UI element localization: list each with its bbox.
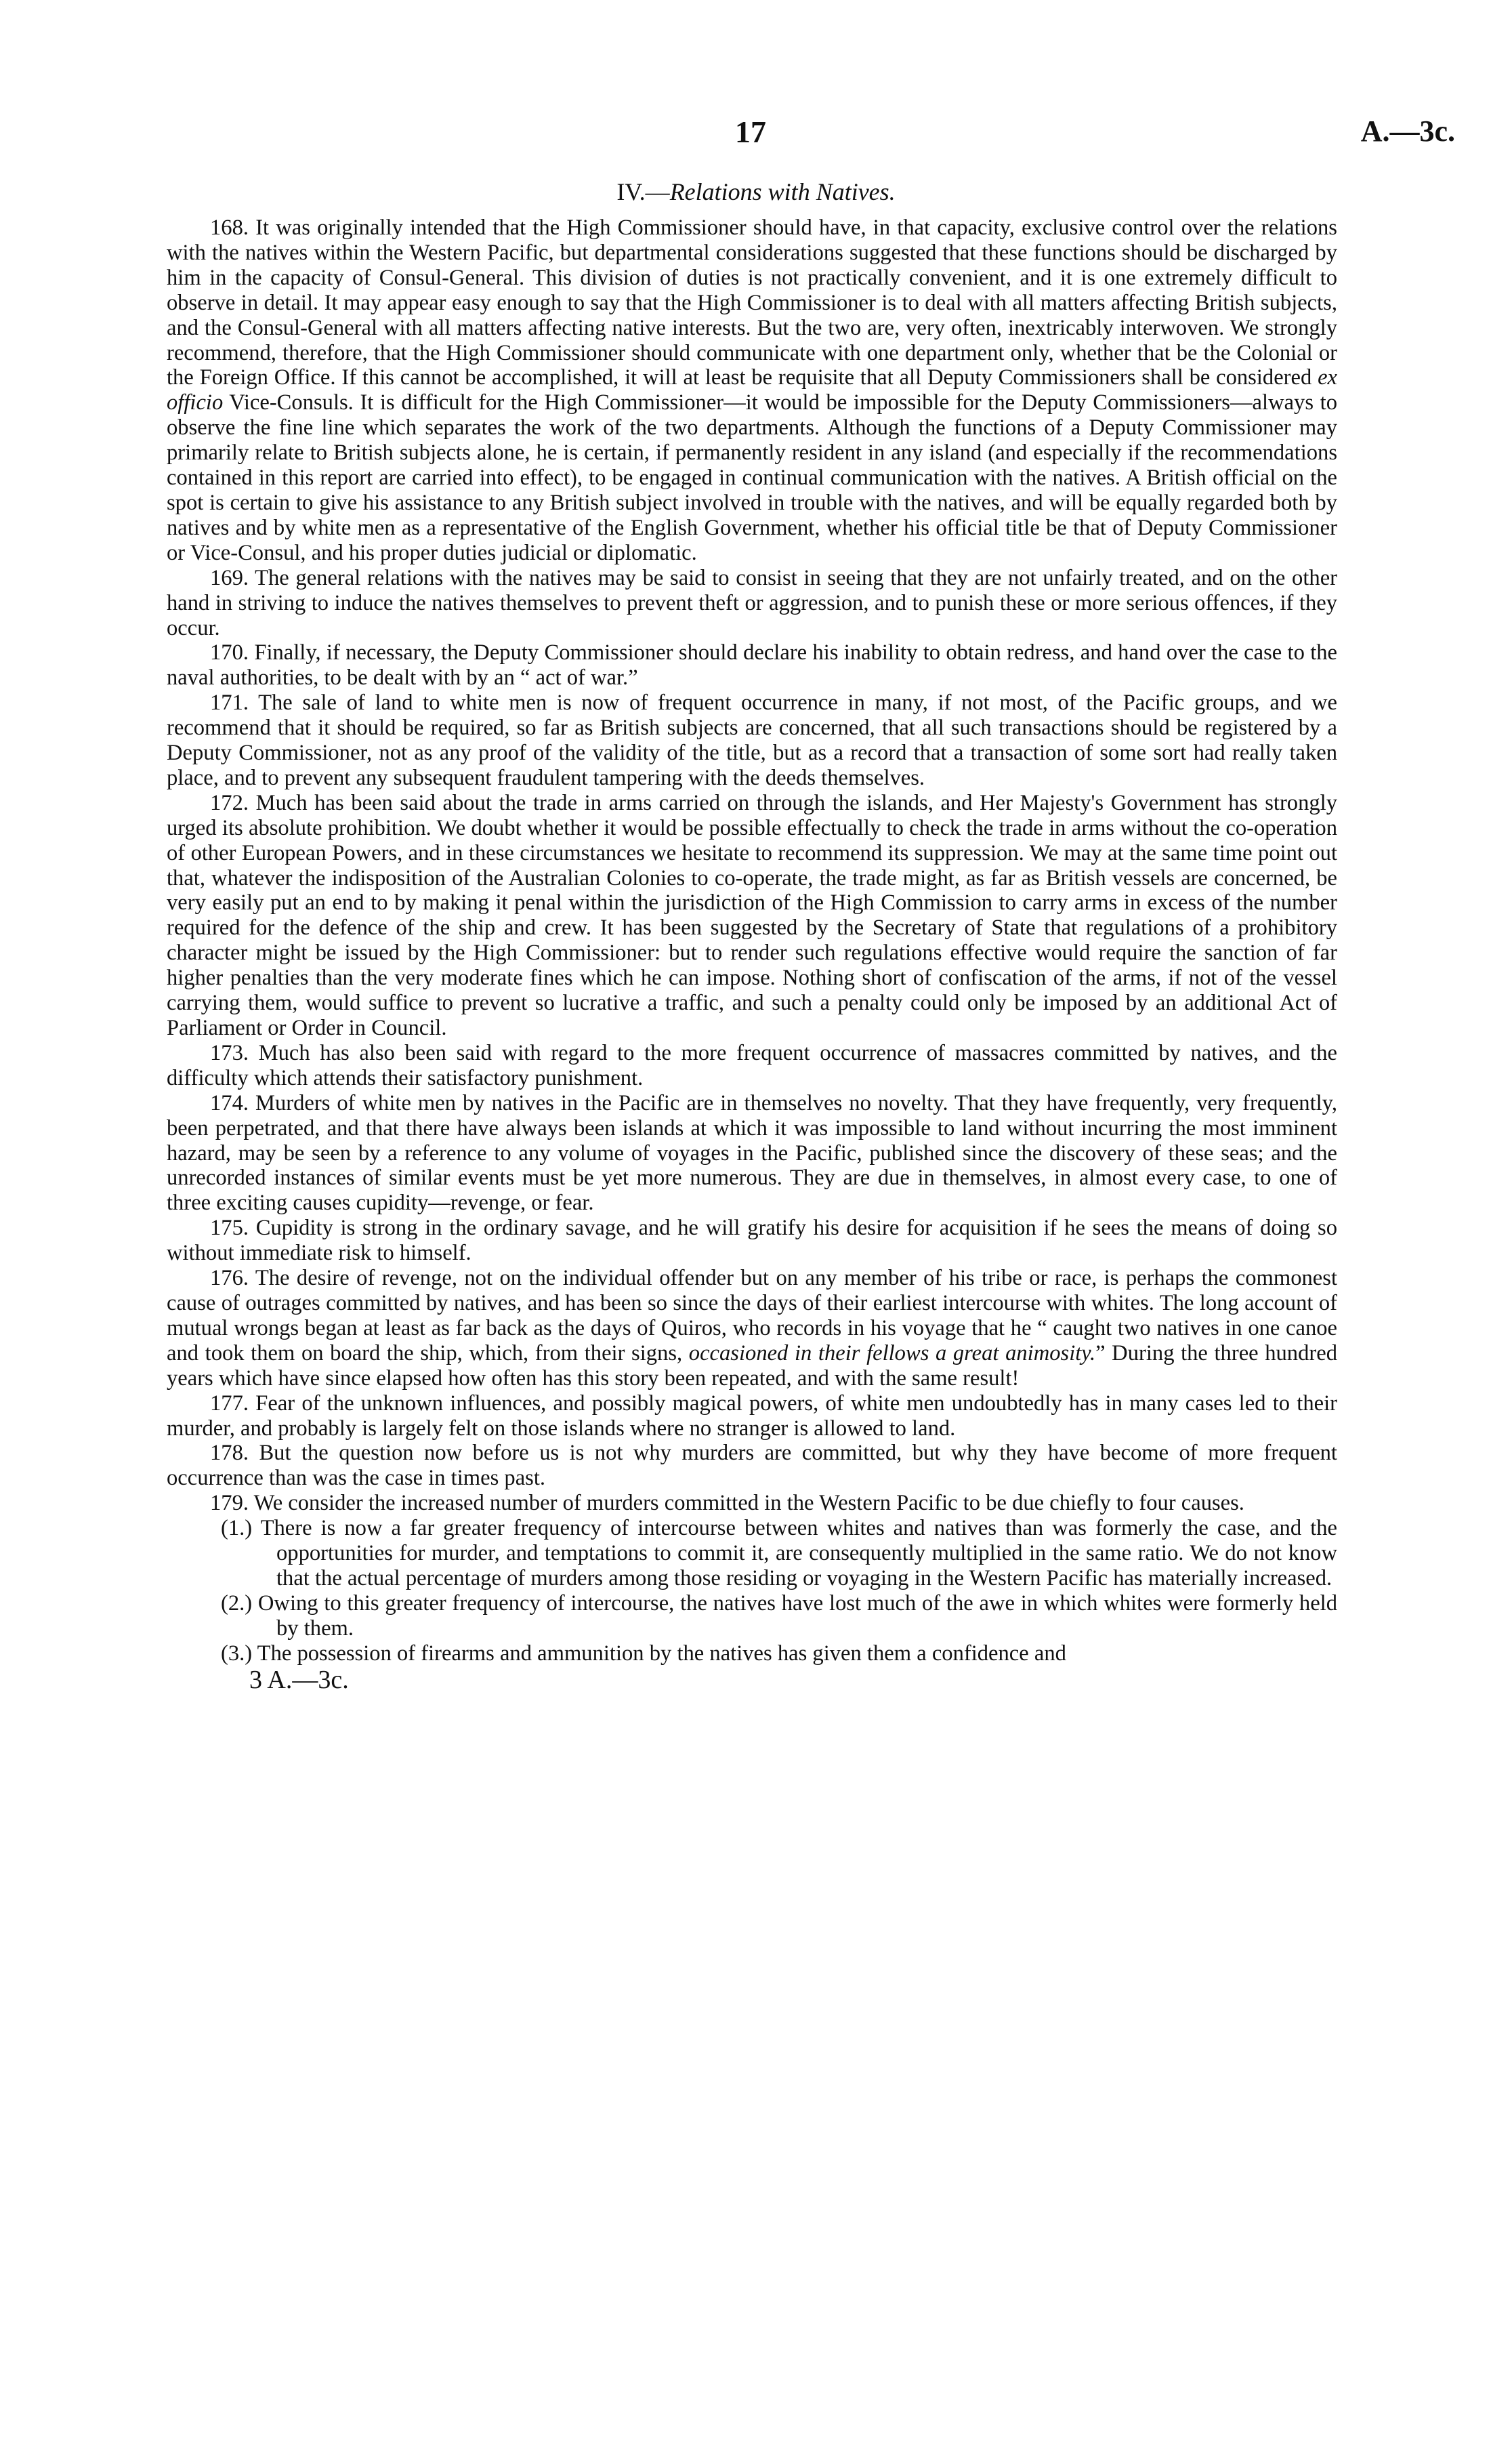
cause-item-2: (2.) Owing to this greater frequency of intercourse, the natives have lost much of the awe in which whites were formerly held by them. bbox=[221, 1590, 1337, 1641]
body-text bbox=[167, 215, 1337, 1693]
paragraph-178: 178. But the question now before us is not why murders are committed, but why they have become of more frequent occurrence than was the case in times past. bbox=[167, 1441, 1337, 1491]
paragraph-174: 174. Murders of white men by natives in the Pacific are in themselves no novelty. That they have frequently, very frequently, been perpetrated, and that there have always been islands at which it was impossible to land without incurring the most imminent hazard, may be seen by a reference to any volume of voyages in the Pacific, published since the discovery of these seas; and the unrecorded instances of similar events must be yet more numerous. They are due in themselves, in almost every case, to one of three exciting causes cupidity—revenge, or fear. bbox=[167, 1090, 1337, 1216]
paragraph-170: 170. Finally, if necessary, the Deputy Commissioner should declare his inability to obtain redress, and hand over the case to the naval authorities, to be dealt with by an “ act of war.” bbox=[167, 640, 1337, 691]
signature-mark: 3 A.—3c. bbox=[249, 1665, 349, 1694]
document-reference: A.—3c. bbox=[1360, 115, 1455, 148]
paragraph-175: 175. Cupidity is strong in the ordinary savage, and he will gratify his desire for acquisition if he sees the means of doing so without immediate risk to himself. bbox=[167, 1216, 1337, 1266]
cause-item-1: (1.) There is now a far greater frequency of intercourse between whites and natives than was formerly the case, and the opportunities for murder, and temptations to commit it, are consequently multiplied in the same ratio. We do not know that the actual percentage of murders among those residing or voyaging in the Western Pacific has materially increased. bbox=[221, 1516, 1337, 1590]
paragraph-169: 169. The general relations with the natives may be said to consist in seeing that they are not unfairly treated, and on the other hand in striving to induce the natives themselves to prevent theft or aggression, and to punish these or more serious offences, if they occur. bbox=[167, 565, 1337, 640]
paragraph-171: 171. The sale of land to white men is now of frequent occurrence in many, if not most, of the Pacific groups, and we recommend that it should be required, so far as British subjects are concerned, that all such transactions should be registered by a Deputy Commissioner, not as any proof of the validity of the title, but as a record that a transaction of some sort had really taken place, and to prevent any subsequent fraudulent tampering with the deeds themselves. bbox=[167, 691, 1337, 790]
paragraph-176: 176. The desire of revenge, not on the individual offender but on any member of his tribe or race, is perhaps the commonest cause of outrages committed by natives, and has been so since the days of their earliest intercourse with whites. The long account of mutual wrongs began at least as far back as the days of Quiros, who records in his voyage that he “ caught two natives in one canoe and took them on board the ship, which, from their signs, occasioned in their fellows a great animosity.” During the three hundred years which have since elapsed how often has this story been repeated, and with the same result! bbox=[167, 1266, 1337, 1391]
section-number: IV.— bbox=[616, 178, 670, 205]
paragraph-168: 168. It was originally intended that the High Commissioner should have, in that capacity, exclusive control over the relations with the natives within the Western Pacific, but departmental considerations suggested that these functions should be discharged by him in the capacity of Consul-General. This division of duties is not practically convenient, and it is one extremely difficult to observe in detail. It may appear easy enough to say that the High Commissioner is to deal with all matters affecting British subjects, and the Consul-General with all matters affecting native interests. But the two are, very often, inextricably interwoven. We strongly recommend, therefore, that the High Commissioner should communicate with one department only, whether that be the Colonial or the Foreign Office. If this cannot be accomplished, it will at least be requisite that all Deputy Commissioners shall be considered ex officio Vice-Consuls. It is difficult for the High Commissioner—it would be impossible for the Deputy Commissioners—always to observe the fine line which separates the work of the two departments. Although the functions of a Deputy Commissioner may primarily relate to British subjects alone, he is certain, if permanently resident in any island (and especially if the recommendations contained in this report are carried into effect), to be engaged in continual communication with the natives. A British official on the spot is certain to give his assistance to any British subject involved in trouble with the natives, and will be equally regarded both by natives and by white men as a representative of the English Government, whether his official title be that of Deputy Commissioner or Vice-Consul, and his proper duties judicial or diplomatic. bbox=[167, 215, 1337, 565]
paragraph-177: 177. Fear of the unknown influences, and possibly magical powers, of white men undoubtedly has in many cases led to their murder, and probably is largely felt on those islands where no stranger is allowed to land. bbox=[167, 1391, 1337, 1441]
paragraph-172: 172. Much has been said about the trade in arms carried on through the islands, and Her Majesty's Government has strongly urged its absolute prohibition. We doubt whether it would be possible effectually to check the trade in arms without the co-operation of other European Powers, and in these circumstances we hesitate to recommend its suppression. We may at the same time point out that, whatever the indisposition of the Australian Colonies to co-operate, the trade might, as far as British vessels are concerned, be very easily put an end to by making it penal within the jurisdiction of the High Commission to carry arms in excess of the number required for the defence of the ship and crew. It has been suggested by the Secretary of State that regulations of a prohibitory character might be issued by the High Commissioner: but to render such regulations effective would require the sanction of far higher penalties than the very moderate fines which he can impose. Nothing short of confiscation of the arms, if not of the vessel carrying them, would suffice to prevent so lucrative a traffic, and such a penalty could only be imposed by an additional Act of Parliament or Order in Council. bbox=[167, 790, 1337, 1040]
section-heading bbox=[0, 178, 1512, 206]
section-title: Relations with Natives. bbox=[669, 178, 896, 205]
paragraph-173: 173. Much has also been said with regard to the more frequent occurrence of massacres committed by natives, and the difficulty which attends their satisfactory punishment. bbox=[167, 1040, 1337, 1090]
page-number: 17 bbox=[735, 115, 766, 149]
paragraph-179: 179. We consider the increased number of murders committed in the Western Pacific to be due chiefly to four causes. bbox=[210, 1491, 1244, 1516]
cause-item-3: (3.) The possession of firearms and ammunition by the natives has given them a confidence and bbox=[221, 1641, 1066, 1666]
